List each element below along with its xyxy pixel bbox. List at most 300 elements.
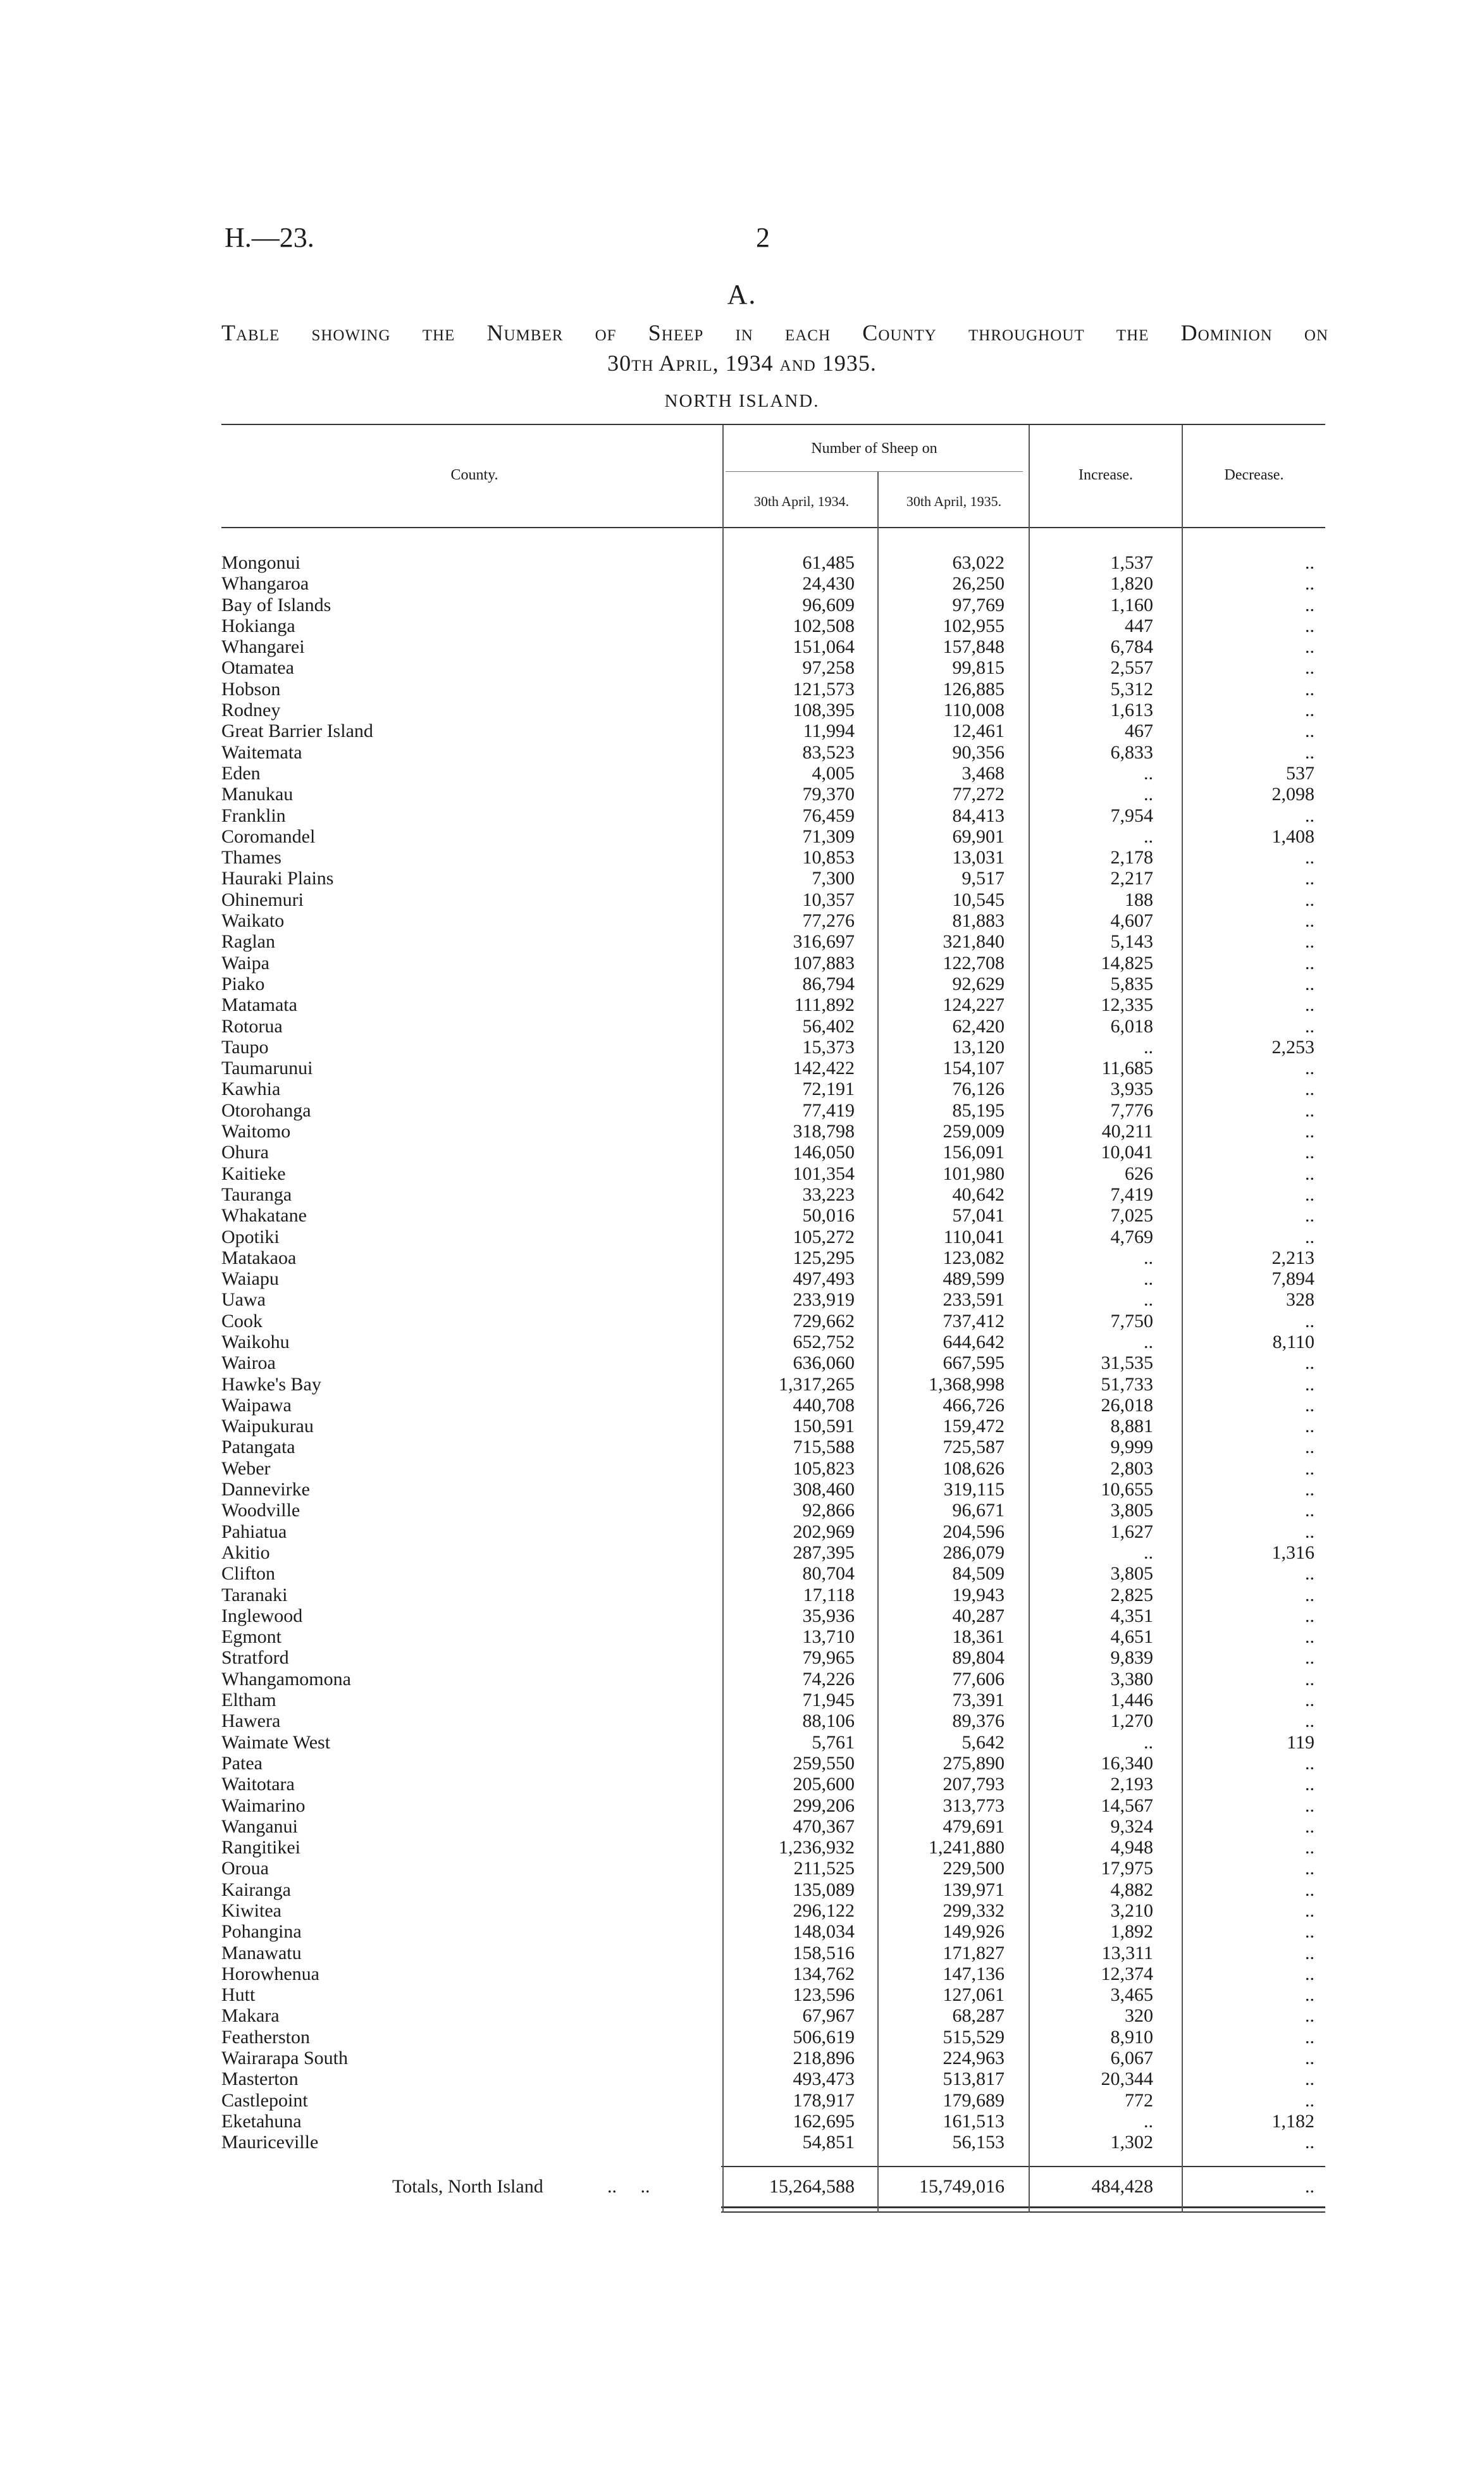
county-cell: Dannevirke <box>221 1479 310 1500</box>
county-cell: Uawa <box>221 1289 266 1311</box>
sheep-1934-cell: 308,460 <box>793 1479 855 1500</box>
increase-cell: 12,335 <box>1101 994 1153 1016</box>
sheep-1934-cell: 96,609 <box>802 594 855 615</box>
sheep-1934-cell: 729,662 <box>793 1310 855 1332</box>
increase-cell: 4,651 <box>1110 1626 1153 1648</box>
sheep-1935-cell: 62,420 <box>952 1015 1005 1037</box>
table-row <box>0 1395 1484 1416</box>
table-row <box>0 1542 1484 1563</box>
county-cell: Stratford <box>221 1647 289 1669</box>
table-row <box>0 826 1484 847</box>
sheep-1935-cell: 97,769 <box>952 594 1005 615</box>
increase-cell: 3,805 <box>1110 1563 1153 1585</box>
county-cell: Rangitikei <box>221 1837 300 1858</box>
county-cell: Inglewood <box>221 1605 303 1626</box>
sheep-1935-cell: 321,840 <box>943 931 1005 953</box>
table-row <box>0 657 1484 678</box>
increase-cell: 20,344 <box>1101 2068 1153 2090</box>
sheep-1934-cell: 54,851 <box>802 2132 855 2153</box>
table-row <box>0 784 1484 805</box>
sheep-1935-cell: 127,061 <box>943 1984 1005 2006</box>
county-cell: Makara <box>221 2005 280 2027</box>
county-cell: Hutt <box>221 1984 256 2006</box>
sheep-1935-cell: 85,195 <box>952 1099 1005 1121</box>
sheep-1935-cell: 89,804 <box>952 1647 1005 1669</box>
county-cell: Whangaroa <box>221 573 309 595</box>
sheep-1935-cell: 73,391 <box>952 1690 1005 1711</box>
table-row <box>0 1605 1484 1626</box>
county-cell: Matakaoa <box>221 1247 297 1268</box>
county-cell: Waitotara <box>221 1774 295 1795</box>
table-row <box>0 2027 1484 2048</box>
decrease-cell: .. <box>1305 1921 1314 1943</box>
decrease-cell: .. <box>1305 552 1314 573</box>
county-cell: Hawke's Bay <box>221 1373 321 1395</box>
increase-cell: .. <box>1144 1036 1153 1058</box>
table-row <box>0 742 1484 763</box>
decrease-cell: 1,316 <box>1271 1542 1314 1563</box>
sheep-1935-cell: 207,793 <box>943 1774 1005 1795</box>
county-cell: Patangata <box>221 1437 295 1458</box>
sheep-1935-cell: 18,361 <box>952 1626 1005 1648</box>
sheep-1934-cell: 497,493 <box>793 1268 855 1290</box>
table-row <box>0 1837 1484 1858</box>
table-row <box>0 1332 1484 1352</box>
decrease-cell: .. <box>1305 636 1314 658</box>
sheep-1935-cell: 77,606 <box>952 1668 1005 1690</box>
increase-cell: 1,302 <box>1110 2132 1153 2153</box>
sheep-1934-cell: 493,473 <box>793 2068 855 2090</box>
county-cell: Kaitieke <box>221 1163 286 1184</box>
increase-cell: 14,825 <box>1101 952 1153 974</box>
sheep-1934-cell: 211,525 <box>793 1858 855 1879</box>
sheep-1934-cell: 105,823 <box>793 1457 855 1479</box>
decrease-cell: .. <box>1305 910 1314 932</box>
decrease-cell: .. <box>1305 2048 1314 2069</box>
table-row <box>0 1963 1484 1984</box>
county-cell: Hauraki Plains <box>221 868 334 889</box>
county-cell: Cook <box>221 1310 263 1332</box>
county-cell: Whakatane <box>221 1205 307 1227</box>
county-cell: Waikato <box>221 910 285 932</box>
sheep-1935-cell: 319,115 <box>943 1479 1005 1500</box>
sheep-1935-cell: 126,885 <box>943 678 1005 700</box>
totals-top-rule <box>721 2166 1325 2167</box>
decrease-cell: .. <box>1305 678 1314 700</box>
sheep-1934-cell: 92,866 <box>802 1500 855 1521</box>
increase-cell: 10,655 <box>1101 1479 1153 1500</box>
table-row <box>0 636 1484 657</box>
increase-cell: 626 <box>1125 1163 1153 1184</box>
decrease-cell: .. <box>1305 1142 1314 1163</box>
sheep-1935-cell: 725,587 <box>943 1437 1005 1458</box>
county-cell: Waiapu <box>221 1268 279 1290</box>
sheep-1934-cell: 123,596 <box>793 1984 855 2006</box>
sheep-1934-cell: 715,588 <box>793 1437 855 1458</box>
increase-cell: 447 <box>1125 615 1153 636</box>
increase-cell: 10,041 <box>1101 1142 1153 1163</box>
table-row <box>0 1374 1484 1395</box>
table-row <box>0 910 1484 931</box>
sheep-1934-cell: 76,459 <box>802 805 855 826</box>
sheep-1934-cell: 107,883 <box>793 952 855 974</box>
decrease-cell: .. <box>1305 1457 1314 1479</box>
decrease-cell: .. <box>1305 889 1314 910</box>
increase-cell: 2,825 <box>1110 1584 1153 1605</box>
decrease-cell: .. <box>1305 1563 1314 1585</box>
sheep-1935-cell: 233,591 <box>943 1289 1005 1311</box>
county-cell: Kawhia <box>221 1079 281 1100</box>
increase-cell: 16,340 <box>1101 1752 1153 1774</box>
sheep-1934-cell: 134,762 <box>793 1963 855 1984</box>
county-cell: Weber <box>221 1457 271 1479</box>
decrease-cell: .. <box>1305 1163 1314 1184</box>
decrease-cell: .. <box>1305 2005 1314 2027</box>
table-row <box>0 2068 1484 2089</box>
sheep-1935-cell: 84,413 <box>952 805 1005 826</box>
increase-cell: 2,217 <box>1110 868 1153 889</box>
decrease-cell: 2,098 <box>1271 784 1314 805</box>
increase-cell: 51,733 <box>1101 1373 1153 1395</box>
sheep-1935-cell: 179,689 <box>943 2089 1005 2111</box>
increase-cell: 7,025 <box>1110 1205 1153 1227</box>
table-row <box>0 1227 1484 1247</box>
county-cell: Manukau <box>221 784 294 805</box>
decrease-cell: 8,110 <box>1272 1331 1314 1352</box>
sheep-1934-cell: 316,697 <box>793 931 855 953</box>
table-row <box>0 1458 1484 1479</box>
decrease-cell: .. <box>1305 1079 1314 1100</box>
decrease-cell: .. <box>1305 1668 1314 1690</box>
sheep-1934-cell: 24,430 <box>802 573 855 595</box>
decrease-cell: .. <box>1305 1647 1314 1669</box>
table-row <box>0 1437 1484 1457</box>
table-row <box>0 2005 1484 2026</box>
increase-cell: 4,351 <box>1110 1605 1153 1626</box>
increase-cell: .. <box>1144 1247 1153 1268</box>
increase-cell: .. <box>1144 1731 1153 1753</box>
increase-cell: 6,067 <box>1110 2048 1153 2069</box>
sheep-1935-cell: 479,691 <box>943 1815 1005 1837</box>
decrease-cell: .. <box>1305 1774 1314 1795</box>
county-cell: Rodney <box>221 700 281 721</box>
sheep-1934-cell: 299,206 <box>793 1795 855 1816</box>
sheep-1934-cell: 652,752 <box>793 1331 855 1352</box>
increase-cell: 4,882 <box>1110 1879 1153 1900</box>
table-row <box>0 1710 1484 1731</box>
decrease-cell: .. <box>1305 1521 1314 1542</box>
sheep-1934-cell: 74,226 <box>802 1668 855 1690</box>
sheep-1935-cell: 229,500 <box>943 1858 1005 1879</box>
sheep-1935-cell: 57,041 <box>952 1205 1005 1227</box>
sheep-1935-cell: 96,671 <box>952 1500 1005 1521</box>
table-row <box>0 889 1484 910</box>
sheep-1935-cell: 9,517 <box>962 868 1005 889</box>
col-county-header: County. <box>450 467 498 483</box>
sheep-1934-cell: 470,367 <box>793 1815 855 1837</box>
totals-row <box>0 2174 1484 2199</box>
increase-cell: 3,805 <box>1110 1500 1153 1521</box>
totals-increase: 484,428 <box>1091 2176 1153 2197</box>
sheep-1934-cell: 17,118 <box>803 1584 855 1605</box>
decrease-cell: .. <box>1305 1963 1314 1984</box>
decrease-cell: .. <box>1305 700 1314 721</box>
sheep-1935-cell: 5,642 <box>962 1731 1005 1753</box>
sheep-1934-cell: 4,005 <box>812 762 855 784</box>
increase-cell: 5,312 <box>1110 678 1153 700</box>
decrease-cell: 537 <box>1286 762 1314 784</box>
table-row <box>0 595 1484 615</box>
sheep-1935-cell: 110,041 <box>943 1226 1005 1247</box>
decrease-cell: .. <box>1305 720 1314 742</box>
county-cell: Piako <box>221 973 265 994</box>
county-cell: Whangamomona <box>221 1668 351 1690</box>
sheep-1935-cell: 466,726 <box>943 1394 1005 1416</box>
increase-cell: 6,833 <box>1110 741 1153 763</box>
increase-cell: .. <box>1144 784 1153 805</box>
county-cell: Matamata <box>221 994 297 1016</box>
table-row <box>0 1900 1484 1921</box>
sheep-1935-cell: 90,356 <box>952 741 1005 763</box>
header-bottom-rule <box>221 527 1325 528</box>
sheep-1935-cell: 154,107 <box>943 1058 1005 1079</box>
table-row <box>0 1984 1484 2005</box>
sheep-1934-cell: 7,300 <box>812 868 855 889</box>
increase-cell: 7,776 <box>1110 1099 1153 1121</box>
sheep-1934-cell: 259,550 <box>793 1752 855 1774</box>
page-number: 2 <box>756 222 770 253</box>
island-heading: NORTH ISLAND. <box>664 391 820 411</box>
table-row <box>0 847 1484 868</box>
decrease-cell: .. <box>1305 573 1314 595</box>
increase-cell: 1,627 <box>1110 1521 1153 1542</box>
sheep-1935-cell: 286,079 <box>943 1542 1005 1563</box>
increase-cell: 1,160 <box>1110 594 1153 615</box>
decrease-cell: .. <box>1305 931 1314 953</box>
sheep-1934-cell: 162,695 <box>793 2110 855 2132</box>
table-row <box>0 2090 1484 2111</box>
sheep-1935-cell: 56,153 <box>952 2132 1005 2153</box>
table-row <box>0 1121 1484 1142</box>
table-row <box>0 700 1484 720</box>
sheep-1935-cell: 84,509 <box>952 1563 1005 1585</box>
decrease-cell: .. <box>1305 1584 1314 1605</box>
county-cell: Rotorua <box>221 1015 283 1037</box>
county-cell: Waitomo <box>221 1121 291 1142</box>
table-row <box>0 615 1484 636</box>
table-row <box>0 1669 1484 1690</box>
decrease-cell: 2,253 <box>1271 1036 1314 1058</box>
increase-cell: 17,975 <box>1101 1858 1153 1879</box>
table-row <box>0 573 1484 594</box>
decrease-cell: 1,182 <box>1271 2110 1314 2132</box>
decrease-cell: .. <box>1305 1226 1314 1247</box>
decrease-cell: .. <box>1305 1858 1314 1879</box>
county-cell: Otamatea <box>221 657 294 679</box>
table-row <box>0 1921 1484 1942</box>
increase-cell: .. <box>1144 2110 1153 2132</box>
table-subtitle: 30th April, 1934 and 1935. <box>607 350 877 376</box>
table-row <box>0 1500 1484 1521</box>
sheep-1935-cell: 124,227 <box>943 994 1005 1016</box>
county-cell: Thames <box>221 847 281 869</box>
sheep-1934-cell: 150,591 <box>793 1416 855 1437</box>
table-row <box>0 805 1484 826</box>
decrease-cell: .. <box>1305 1500 1314 1521</box>
decrease-cell: 1,408 <box>1271 825 1314 847</box>
county-cell: Waimarino <box>221 1795 306 1816</box>
county-cell: Waitemata <box>221 741 302 763</box>
increase-cell: 13,311 <box>1101 1942 1153 1963</box>
table-title: Table showing the Number of Sheep in each County throughout the Dominion on <box>221 320 1328 345</box>
sheep-1934-cell: 15,373 <box>802 1036 855 1058</box>
increase-cell: 9,324 <box>1110 1815 1153 1837</box>
sheep-1935-cell: 156,091 <box>943 1142 1005 1163</box>
sheep-1934-cell: 111,892 <box>794 994 855 1016</box>
increase-cell: 4,607 <box>1110 910 1153 932</box>
increase-cell: .. <box>1144 1331 1153 1352</box>
county-cell: Akitio <box>221 1542 270 1563</box>
increase-cell: 9,839 <box>1110 1647 1153 1669</box>
totals-bottom-rule-2 <box>721 2211 1325 2213</box>
col-group-header: Number of Sheep on <box>811 440 937 457</box>
sheep-1935-cell: 110,008 <box>943 700 1005 721</box>
county-cell: Mauriceville <box>221 2132 319 2153</box>
table-row <box>0 1690 1484 1710</box>
sheep-1935-cell: 102,955 <box>943 615 1005 636</box>
decrease-cell: .. <box>1305 657 1314 679</box>
table-row <box>0 1352 1484 1373</box>
col-increase-header: Increase. <box>1079 467 1133 483</box>
table-row <box>0 1247 1484 1268</box>
county-cell: Waikohu <box>221 1331 290 1352</box>
sheep-1934-cell: 318,798 <box>793 1121 855 1142</box>
table-row <box>0 1521 1484 1542</box>
increase-cell: 8,910 <box>1110 2026 1153 2048</box>
increase-cell: .. <box>1144 762 1153 784</box>
sheep-1934-cell: 86,794 <box>802 973 855 994</box>
decrease-cell: .. <box>1305 2132 1314 2153</box>
decrease-cell: .. <box>1305 1900 1314 1921</box>
county-cell: Eketahuna <box>221 2110 302 2132</box>
table-row <box>0 2132 1484 2153</box>
county-cell: Ohinemuri <box>221 889 304 910</box>
table-row <box>0 931 1484 952</box>
decrease-cell: .. <box>1305 741 1314 763</box>
increase-cell: 1,270 <box>1110 1710 1153 1732</box>
sheep-1934-cell: 101,354 <box>793 1163 855 1184</box>
sheep-1935-cell: 81,883 <box>952 910 1005 932</box>
sheep-1934-cell: 71,945 <box>802 1690 855 1711</box>
decrease-cell: .. <box>1305 594 1314 615</box>
table-row <box>0 1016 1484 1037</box>
increase-cell: 7,954 <box>1110 805 1153 826</box>
sheep-1935-cell: 3,468 <box>962 762 1005 784</box>
sheep-1935-cell: 10,545 <box>952 889 1005 910</box>
col-1935-header: 30th April, 1935. <box>906 493 1002 509</box>
decrease-cell: .. <box>1305 2026 1314 2048</box>
decrease-cell: .. <box>1305 615 1314 636</box>
increase-cell: 467 <box>1125 720 1153 742</box>
county-cell: Eltham <box>221 1690 276 1711</box>
decrease-cell: .. <box>1305 1605 1314 1626</box>
increase-cell: 3,465 <box>1110 1984 1153 2006</box>
table-row <box>0 2111 1484 2132</box>
sheep-1935-cell: 147,136 <box>943 1963 1005 1984</box>
increase-cell: 14,567 <box>1101 1795 1153 1816</box>
increase-cell: 6,018 <box>1110 1015 1153 1037</box>
decrease-cell: 7,894 <box>1271 1268 1314 1290</box>
table-row <box>0 1795 1484 1816</box>
sheep-1934-cell: 202,969 <box>793 1521 855 1542</box>
table-row <box>0 868 1484 889</box>
increase-cell: 2,557 <box>1110 657 1153 679</box>
county-cell: Castlepoint <box>221 2089 308 2111</box>
increase-cell: .. <box>1144 825 1153 847</box>
increase-cell: 1,820 <box>1110 573 1153 595</box>
sheep-1935-cell: 92,629 <box>952 973 1005 994</box>
county-cell: Patea <box>221 1752 263 1774</box>
table-row <box>0 1205 1484 1226</box>
increase-cell: 3,210 <box>1110 1900 1153 1921</box>
sheep-1935-cell: 13,120 <box>952 1036 1005 1058</box>
decrease-cell: .. <box>1305 1690 1314 1711</box>
sheep-1934-cell: 296,122 <box>793 1900 855 1921</box>
county-cell: Franklin <box>221 805 286 826</box>
county-cell: Masterton <box>221 2068 299 2090</box>
table-row <box>0 1163 1484 1184</box>
county-cell: Great Barrier Island <box>221 720 373 742</box>
decrease-cell: .. <box>1305 1121 1314 1142</box>
decrease-cell: .. <box>1305 994 1314 1016</box>
sheep-1935-cell: 644,642 <box>943 1331 1005 1352</box>
sheep-1934-cell: 83,523 <box>802 741 855 763</box>
county-cell: Egmont <box>221 1626 281 1648</box>
increase-cell: 3,935 <box>1110 1079 1153 1100</box>
totals-1934: 15,264,588 <box>769 2176 855 2197</box>
sheep-1935-cell: 667,595 <box>943 1352 1005 1374</box>
county-cell: Kairanga <box>221 1879 291 1900</box>
sheep-1934-cell: 72,191 <box>802 1079 855 1100</box>
sheep-1934-cell: 125,295 <box>793 1247 855 1268</box>
county-cell: Waipawa <box>221 1394 292 1416</box>
sheep-1934-cell: 506,619 <box>793 2026 855 2048</box>
sheep-1935-cell: 108,626 <box>943 1457 1005 1479</box>
decrease-cell: .. <box>1305 1373 1314 1395</box>
county-cell: Taumarunui <box>221 1058 313 1079</box>
sheep-1935-cell: 149,926 <box>943 1921 1005 1943</box>
sheep-1934-cell: 1,236,932 <box>779 1837 855 1858</box>
decrease-cell: .. <box>1305 1205 1314 1227</box>
decrease-cell: .. <box>1305 1879 1314 1900</box>
decrease-cell: .. <box>1305 847 1314 869</box>
table-row <box>0 1058 1484 1079</box>
table-row <box>0 2048 1484 2068</box>
decrease-cell: .. <box>1305 1795 1314 1816</box>
county-cell: Horowhenua <box>221 1963 319 1984</box>
table-row <box>0 1585 1484 1605</box>
sheep-1934-cell: 287,395 <box>793 1542 855 1563</box>
increase-cell: 4,769 <box>1110 1226 1153 1247</box>
increase-cell: 3,380 <box>1110 1668 1153 1690</box>
county-cell: Woodville <box>221 1500 300 1521</box>
county-cell: Featherston <box>221 2026 310 2048</box>
table-row <box>0 1647 1484 1668</box>
sheep-1934-cell: 13,710 <box>802 1626 855 1648</box>
decrease-cell: .. <box>1305 973 1314 994</box>
decrease-cell: .. <box>1305 1437 1314 1458</box>
county-cell: Kiwitea <box>221 1900 281 1921</box>
